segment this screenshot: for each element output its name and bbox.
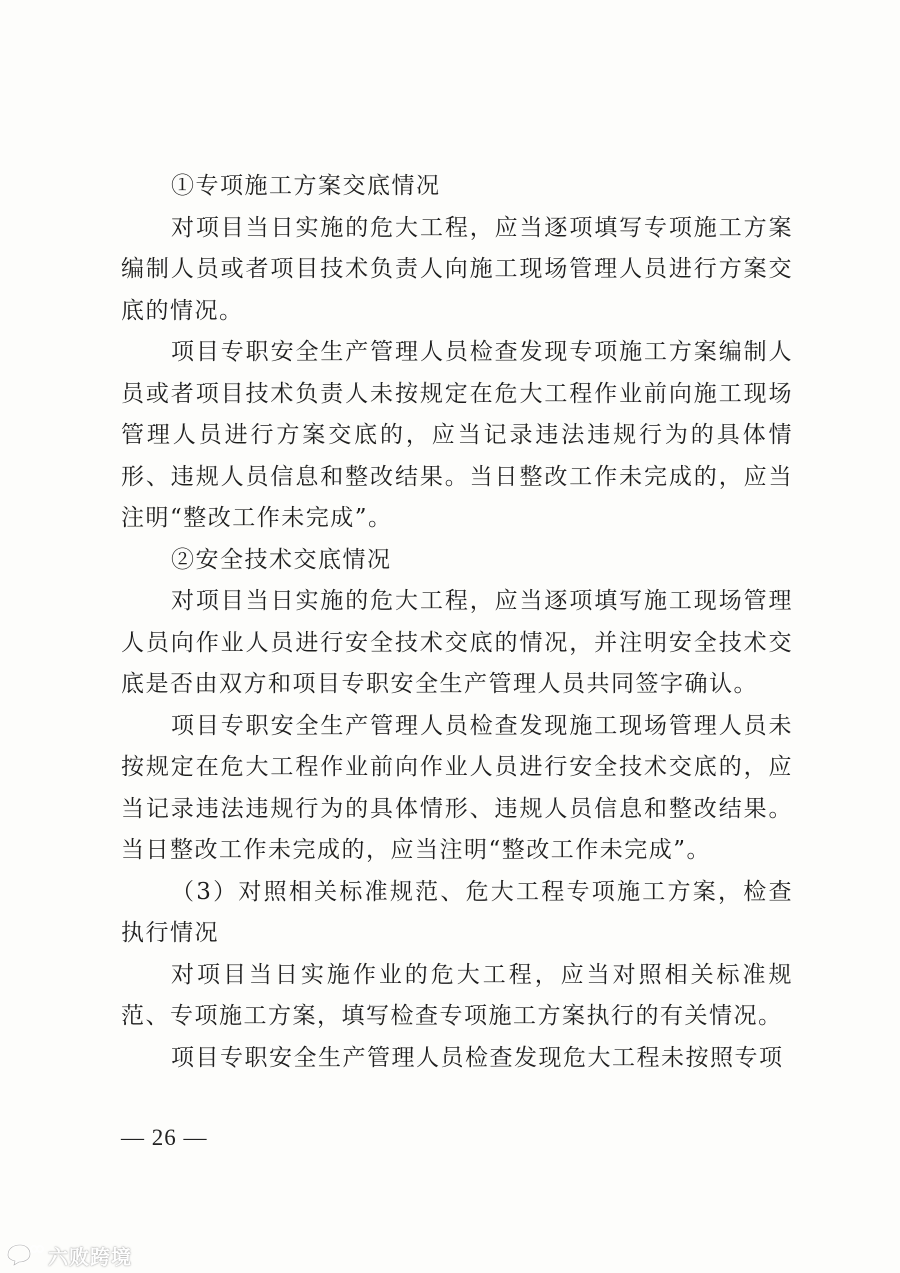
- paragraph: 对项目当日实施的危大工程，应当逐项填写专项施工方案编制人员或者项目技术负责人向施工现场管理人员进行方案交底的情况。: [121, 214, 793, 324]
- watermark-text: 六败跨境: [48, 1244, 132, 1269]
- section-heading-construction-plan-briefing: ①专项施工方案交底情况: [171, 173, 441, 199]
- paragraph: 项目专职安全生产管理人员检查发现危大工程未按照专项: [171, 1044, 784, 1071]
- paragraph: 对项目当日实施的危大工程，应当逐项填写施工现场管理人员向作业人员进行安全技术交底的情况，并注明安全技术交底是否由双方和项目专职安全生产管理人员共同签字确认。: [121, 588, 793, 697]
- paragraph: 项目专职安全生产管理人员检查发现施工现场管理人员未按规定在危大工程作业前向作业人员进行安全技术交底的，应当记录违法违规行为的具体情形、违规人员信息和整改结果。当日整改工作未完成的，应当注明“整改工作未完成”。: [121, 712, 793, 863]
- paragraph: 项目专职安全生产管理人员检查发现专项施工方案编制人员或者项目技术负责人未按规定在危大工程作业前向施工现场管理人员进行方案交底的，应当记录违法违规行为的具体情形、违规人员信息和整改结果。当日整改工作未完成的，应当注明“整改工作未完成”。: [121, 339, 793, 531]
- chat-bubble-icon: [4, 1242, 44, 1268]
- watermark: [4, 1241, 132, 1269]
- paragraph: 对项目当日实施作业的危大工程，应当对照相关标准规范、专项施工方案，填写检查专项施工方案执行的有关情况。: [121, 961, 793, 1029]
- document-body: [121, 166, 793, 1079]
- section-heading-execution-check: （3）对照相关标准规范、危大工程专项施工方案，检查执行情况: [121, 878, 793, 946]
- section-heading-safety-briefing: ②安全技术交底情况: [171, 546, 392, 573]
- page-number: — 26 —: [121, 1125, 208, 1150]
